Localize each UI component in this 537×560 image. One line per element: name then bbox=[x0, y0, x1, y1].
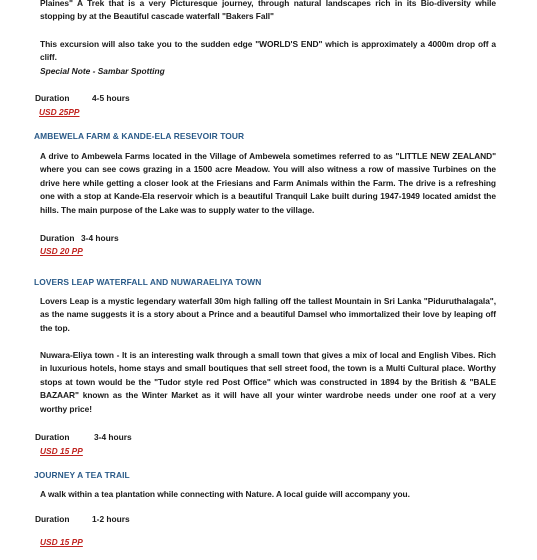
duration-value: 3-4 hours bbox=[81, 233, 119, 243]
price-label: USD 20 PP bbox=[40, 246, 83, 256]
duration-value: 4-5 hours bbox=[92, 93, 130, 103]
lovers-leap-paragraph: Lovers Leap is a mystic legendary waterfall 30m high falling off the tallest Mountain in Sri Lanka "Piduruthalagala", as the name suggests it is a story about a Prince and a beautiful Damsel who immortalized their love by leaping off the top. bbox=[40, 296, 496, 333]
duration-label: Duration bbox=[35, 93, 70, 103]
worlds-end-paragraph: This excursion will also take you to the sudden edge "WORLD'S END" which is approximately a 4000m drop off a cliff. bbox=[40, 39, 496, 63]
duration-value: 3-4 hours bbox=[94, 432, 132, 442]
tea-trail-paragraph: A walk within a tea plantation while connecting with Nature. A local guide will accompany you. bbox=[40, 489, 410, 499]
duration-label: Duration bbox=[40, 233, 75, 243]
price-label: USD 15 PP bbox=[40, 537, 83, 547]
duration-label: Duration bbox=[35, 514, 70, 524]
nuwara-eliya-paragraph: Nuwara-Eliya town - It is an interesting walk through a small town that gives a mix of local and English Vibes. Rich in luxurious hotels, home stays and small boutiques that sell street food, the town is a Multi Cultural place. Worthy stops at town would be the "Tudor style red Post Office" which was constructed in 1894 by the British & "BALE BAZAAR" known as the Winter Market as it will have all your winter wardrobe needs under one roof at a very worthy price! bbox=[40, 350, 496, 414]
price-label: USD 25PP bbox=[39, 107, 80, 117]
ambewela-paragraph: A drive to Ambewela Farms located in the Village of Ambewela sometimes referred to as "LITTLE NEW ZEALAND" where you can see cows grazing in a 1500 acre Meadow. You will also witness a row of massive Turbines on the drive here while getting a closer look at the Friesians and Farm Animals within the Farm. The drive is a refreshing one with a stop at Kande-Ela reservoir which is a beautiful Tranquil Lake built during 1947-1949 located amidst the hills. The main purpose of the Lake was to supply water to the village. bbox=[40, 151, 496, 215]
section-title-ambewela: AMBEWELA FARM & KANDE-ELA RESEVOIR TOUR bbox=[34, 131, 245, 141]
duration-value: 1-2 hours bbox=[92, 514, 130, 524]
section-title-lovers-leap: LOVERS LEAP WATERFALL AND NUWARAELIYA TOWN bbox=[34, 277, 262, 287]
section-title-tea-trail: JOURNEY A TEA TRAIL bbox=[34, 470, 130, 480]
price-label: USD 15 PP bbox=[40, 446, 83, 456]
special-note: Special Note - Sambar Spotting bbox=[40, 66, 165, 76]
duration-label: Duration bbox=[35, 432, 70, 442]
trek-paragraph: Plaines" A Trek that is a very Picturesque journey, through natural landscapes rich in its Bio-diversity while stopping by at the Beautiful cascade waterfall "Bakers Fall" bbox=[40, 0, 496, 22]
